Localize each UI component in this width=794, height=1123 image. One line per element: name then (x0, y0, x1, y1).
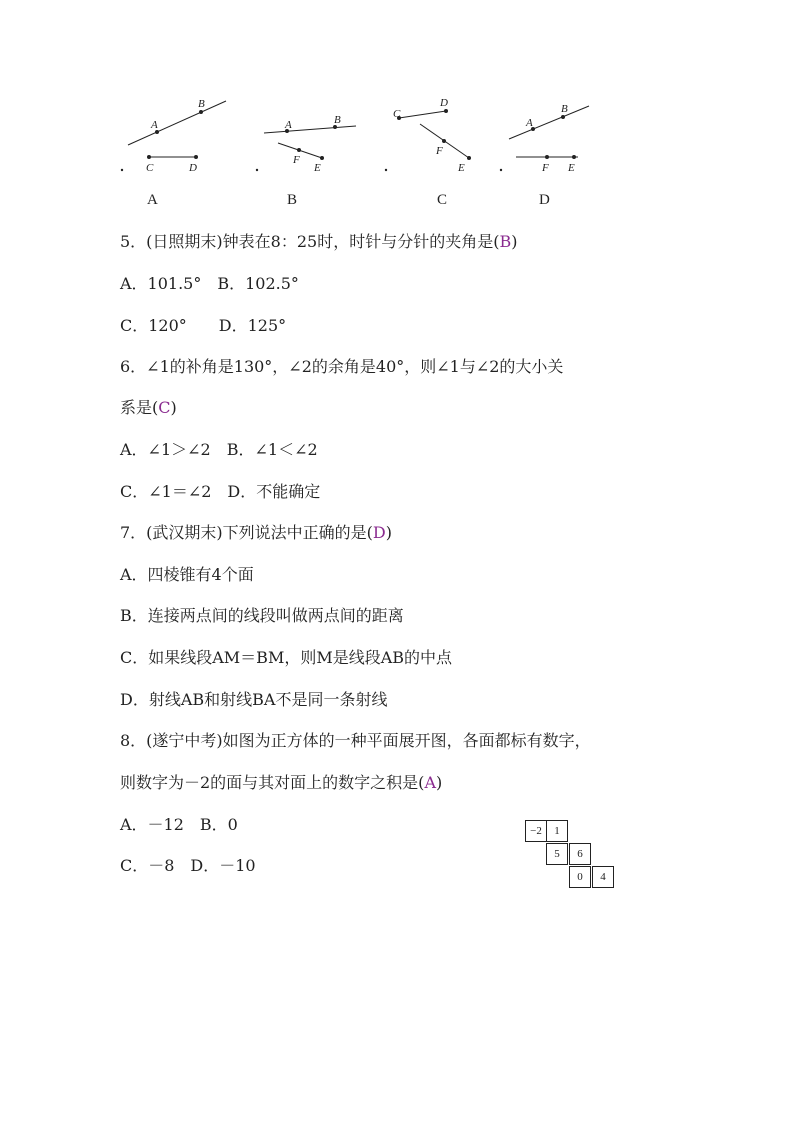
q7-answer: D (372, 523, 386, 542)
net-cell: 5 (546, 843, 568, 865)
figure-b-point-a: A (285, 119, 292, 131)
net-cell: 4 (592, 866, 614, 888)
q8-stem-line2: 则数字为－2的面与其对面上的数字之积是(A) (120, 773, 443, 792)
figure-label-a: A (147, 192, 158, 208)
figure-b (256, 114, 356, 174)
q6-stem-line1: 6．∠1的补角是130°，∠2的余角是40°，则∠1与∠2的大小关 (120, 357, 564, 376)
net-cell: 6 (569, 843, 591, 865)
figure-d (500, 103, 589, 174)
figure-a-point-b: B (198, 98, 205, 110)
q5-options-row1: A．101.5° B．102.5° (120, 274, 299, 293)
q7-option-a: A．四棱锥有4个面 (120, 565, 254, 584)
figure-a (121, 98, 226, 174)
net-cell: 1 (546, 820, 568, 842)
figure-c-point-f: F (436, 145, 443, 157)
q5-stem: 5．(日照期末)钟表在8：25时，时针与分针的夹角是(B) (120, 232, 518, 251)
figure-d-point-f: F (542, 162, 549, 174)
figure-c (385, 97, 471, 174)
q8-answer: A (424, 773, 436, 792)
q7-stem: 7．(武汉期末)下列说法中正确的是(D) (120, 523, 392, 542)
figure-c-point-d: D (440, 97, 448, 109)
q8-options-row2: C．－8 D．－10 (120, 856, 256, 875)
q5-answer: B (499, 232, 512, 251)
option-figures (0, 0, 794, 185)
net-cell: −2 (525, 820, 547, 842)
q6-options-row2: C．∠1＝∠2 D．不能确定 (120, 482, 321, 501)
q7-option-d: D．射线AB和射线BA不是同一条射线 (120, 690, 388, 709)
figure-b-point-f: F (293, 154, 300, 166)
figure-label-c: C (437, 192, 448, 208)
figure-d-point-e: E (568, 162, 575, 174)
q8-stem-line1: 8．(遂宁中考)如图为正方体的一种平面展开图，各面都标有数字， (120, 731, 591, 750)
figure-a-point-d: D (189, 162, 197, 174)
figure-d-point-b: B (561, 103, 568, 115)
figure-a-point-a: A (151, 119, 158, 131)
figure-label-b: B (287, 192, 298, 208)
q6-stem-line2: 系是(C) (120, 398, 177, 417)
figure-d-point-a: A (526, 117, 533, 129)
q6-answer: C (158, 398, 171, 417)
q7-option-b: B．连接两点间的线段叫做两点间的距离 (120, 606, 404, 625)
q6-options-row1: A．∠1＞∠2 B．∠1＜∠2 (120, 440, 318, 459)
q7-option-c: C．如果线段AM＝BM，则M是线段AB的中点 (120, 648, 453, 667)
figure-b-point-e: E (314, 162, 321, 174)
figure-c-point-e: E (458, 162, 465, 174)
q8-options-row1: A．－12 B．0 (120, 815, 238, 834)
figure-c-point-c: C (393, 108, 401, 120)
figure-label-d: D (539, 192, 550, 208)
figure-a-point-c: C (146, 162, 154, 174)
net-cell: 0 (569, 866, 591, 888)
q5-options-row2: C．120° D．125° (120, 316, 287, 335)
figure-b-point-b: B (334, 114, 341, 126)
